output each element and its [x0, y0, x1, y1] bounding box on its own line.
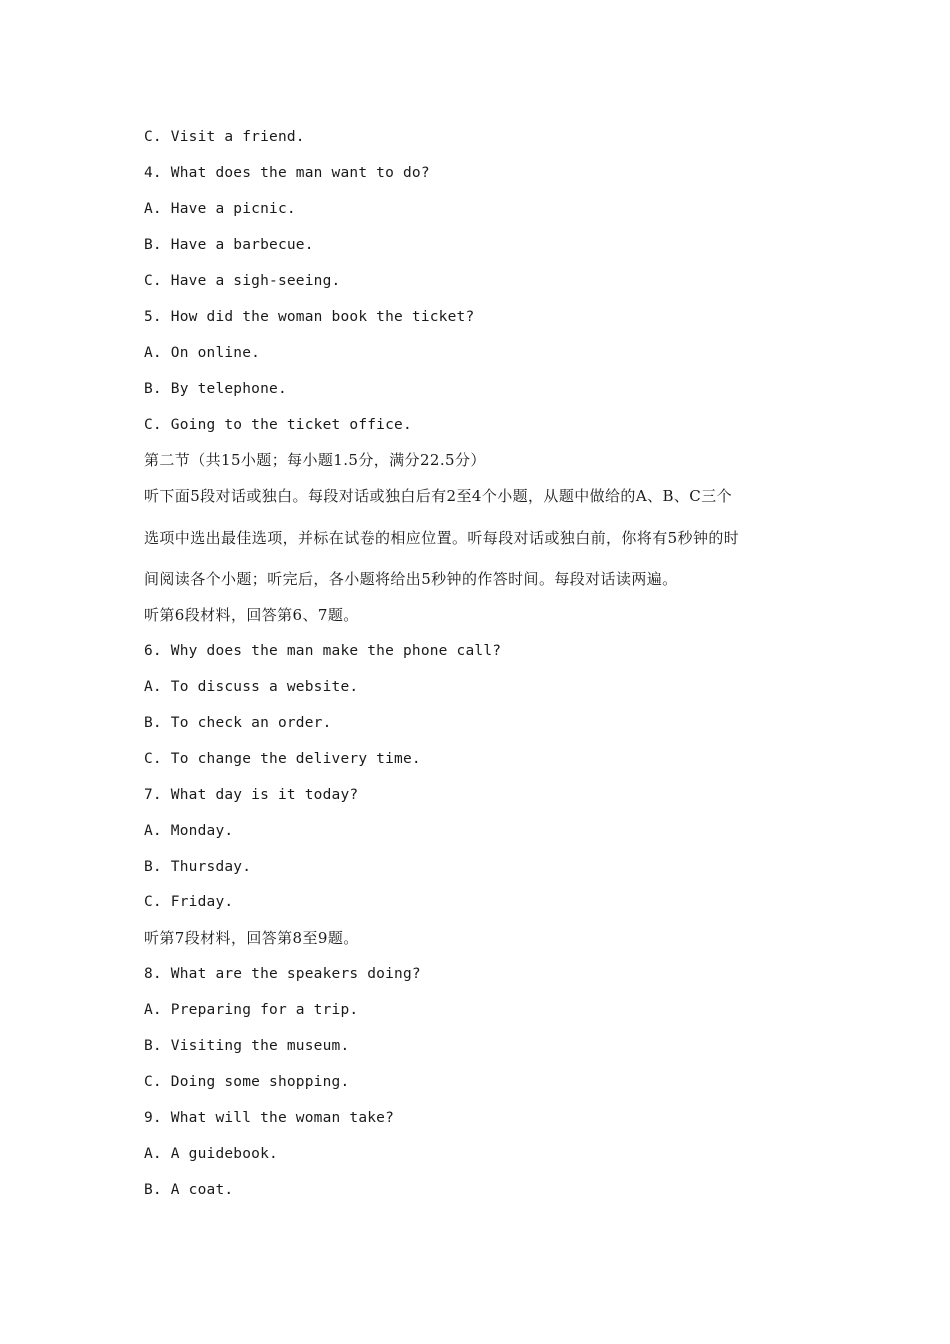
- option-7a: A. Monday.: [144, 823, 234, 839]
- option-7c: C. Friday.: [144, 894, 234, 910]
- option-4c: C. Have a sigh-seeing.: [144, 273, 341, 289]
- question-7: 7. What day is it today?: [144, 787, 359, 803]
- instructions-line-3: 间阅读各个小题；听完后，各小题将给出5秒钟的作答时间。每段对话读两遍。: [144, 570, 678, 588]
- option-8c: C. Doing some shopping.: [144, 1074, 350, 1090]
- instructions-line-1: 听下面5段对话或独白。每段对话或独白后有2至4个小题，从题中做给的A、B、C三个: [144, 487, 732, 505]
- option-6c: C. To change the delivery time.: [144, 751, 421, 767]
- section-heading: 第二节（共15小题；每小题1.5分，满分22.5分）: [144, 451, 486, 469]
- option-9a: A. A guidebook.: [144, 1146, 278, 1162]
- option-3c: C. Visit a friend.: [144, 129, 305, 145]
- option-6a: A. To discuss a website.: [144, 679, 359, 695]
- question-4: 4. What does the man want to do?: [144, 165, 430, 181]
- option-8a: A. Preparing for a trip.: [144, 1002, 359, 1018]
- option-9b: B. A coat.: [144, 1182, 234, 1198]
- option-5a: A. On online.: [144, 345, 261, 361]
- option-5c: C. Going to the ticket office.: [144, 417, 412, 433]
- option-5b: B. By telephone.: [144, 381, 287, 397]
- option-4a: A. Have a picnic.: [144, 201, 296, 217]
- material-7-heading: 听第7段材料，回答第8至9题。: [144, 929, 359, 947]
- option-4b: B. Have a barbecue.: [144, 237, 314, 253]
- material-6-heading: 听第6段材料，回答第6、7题。: [144, 606, 359, 624]
- question-6: 6. Why does the man make the phone call?: [144, 643, 502, 659]
- question-9: 9. What will the woman take?: [144, 1110, 395, 1126]
- option-7b: B. Thursday.: [144, 859, 252, 875]
- question-5: 5. How did the woman book the ticket?: [144, 309, 475, 325]
- option-6b: B. To check an order.: [144, 715, 332, 731]
- instructions-line-2: 选项中选出最佳选项，并标在试卷的相应位置。听每段对话或独白前，你将有5秒钟的时: [144, 529, 740, 547]
- option-8b: B. Visiting the museum.: [144, 1038, 350, 1054]
- question-8: 8. What are the speakers doing?: [144, 966, 421, 982]
